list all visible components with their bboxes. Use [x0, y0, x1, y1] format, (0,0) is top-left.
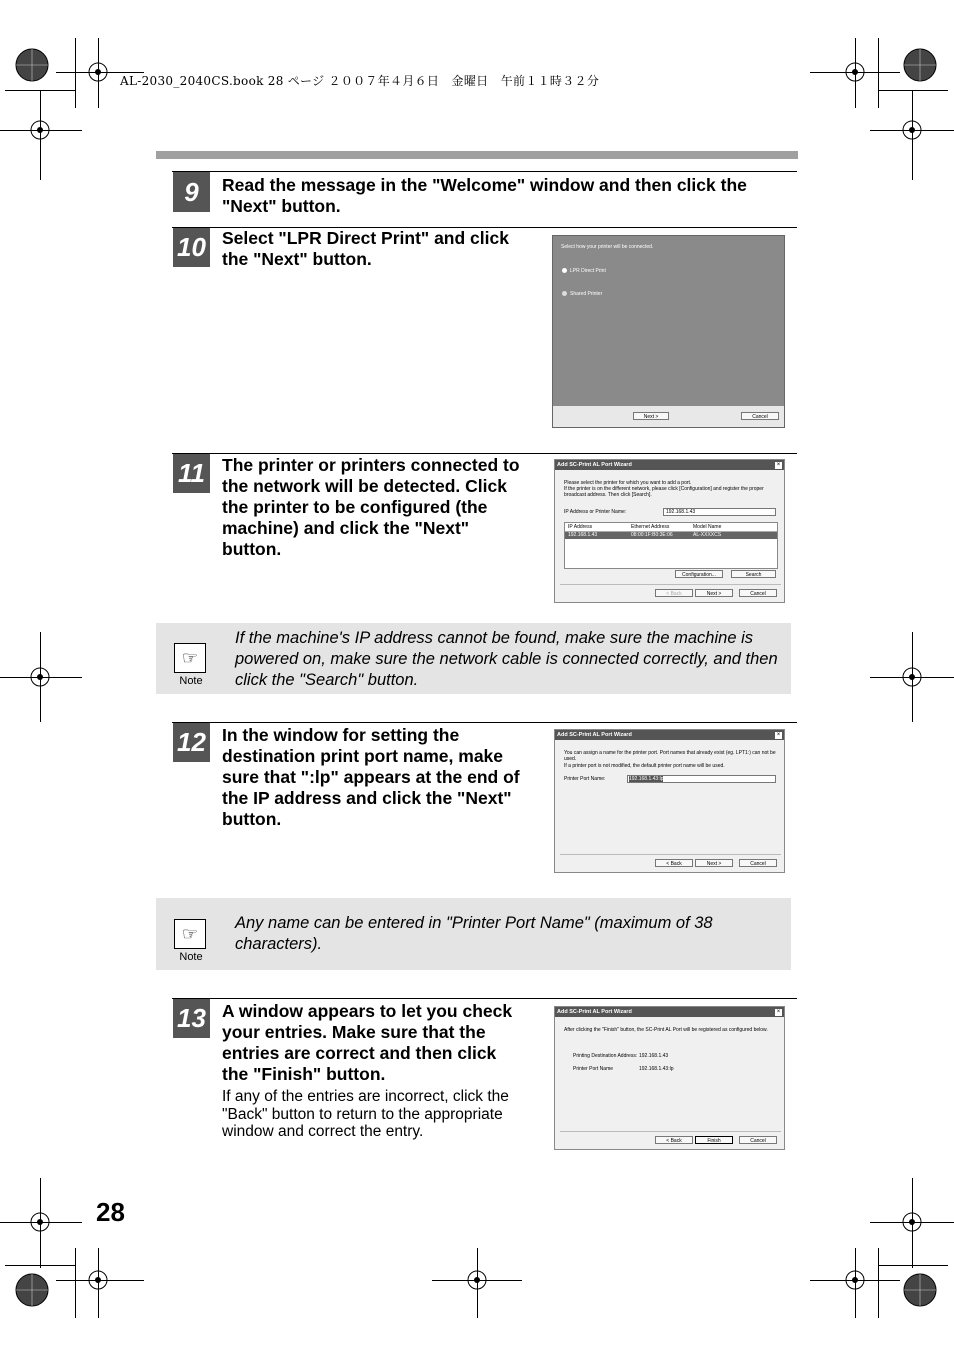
screenshot-connection-type [552, 235, 785, 428]
step-10-number: 10 [173, 228, 210, 267]
dest-address-label: Printing Destination Address: [573, 1053, 638, 1059]
note-ip-not-found [156, 623, 791, 694]
step-13-number: 13 [173, 999, 210, 1038]
radio-lpr-icon[interactable] [562, 268, 567, 273]
window-title: Add SC-Print AL Port Wizard [555, 1007, 784, 1017]
cancel-button[interactable]: Cancel [739, 589, 777, 597]
note-text: Any name can be entered in "Printer Port Name" (maximum of 38 characters). [235, 914, 713, 953]
top-bar [156, 151, 798, 159]
port-name-label: Printer Port Name: [564, 776, 606, 782]
back-button[interactable]: < Back [655, 859, 693, 867]
cancel-button[interactable]: Cancel [739, 859, 777, 867]
desc-line-2: If the printer is on the different network, please click [Configuration] and register the proper broadcast address. Then click [Search]. [564, 486, 764, 498]
step-11-text: The printer or printers connected to the network will be detected. Click the printer to be configured (the machine) and click the "Next" button. [222, 455, 520, 559]
step-13-subtext: If any of the entries are incorrect, click the "Back" button to return to the appropriate window and correct the entry. [222, 1088, 509, 1140]
back-button[interactable]: < Back [655, 589, 693, 597]
next-button[interactable]: Next > [695, 589, 733, 597]
cancel-button[interactable]: Cancel [741, 412, 779, 420]
printer-list[interactable] [564, 522, 778, 569]
finish-button[interactable]: Finish [695, 1136, 733, 1144]
screenshot-printer-detect [554, 459, 785, 603]
configuration-button[interactable]: Configuration... [675, 570, 723, 578]
cancel-button[interactable]: Cancel [739, 1136, 777, 1144]
print-header: AL-2030_2040CS.book 28 ページ ２００７年４月６日 金曜日 午前１１時３２分 [120, 74, 600, 88]
step-10-text: Select "LPR Direct Print" and click the "Next" button. [222, 228, 509, 269]
step-9-number: 9 [173, 172, 210, 212]
pointing-hand-icon: ☞ [174, 643, 206, 673]
note-text: If the machine's IP address cannot be found, make sure the machine is powered on, make sure the network cable is connected correctly, and then click the "Search" button. [235, 629, 778, 689]
next-button[interactable]: Next > [695, 859, 733, 867]
connection-prompt: Select how your printer will be connected. [561, 244, 654, 250]
port-name-input[interactable]: 192.168.1.43:lp [627, 775, 776, 783]
pointing-hand-icon: ☞ [174, 919, 206, 949]
back-button[interactable]: < Back [655, 1136, 693, 1144]
port-name-value: 192.168.1.43:lp [639, 1066, 674, 1072]
note-port-name [156, 898, 791, 970]
step-11-rule [172, 453, 797, 454]
dest-address-value: 192.168.1.43 [639, 1053, 669, 1059]
ip-input[interactable]: 192.168.1.43 [663, 508, 776, 516]
note-label: Note [179, 951, 203, 963]
table-row[interactable]: 192.168.1.43 08:00:1F:B0:3E:06 AL-XXXXCS [565, 532, 777, 539]
col-model: Model Name [693, 524, 722, 530]
note-label: Note [179, 675, 203, 687]
port-name-label: Printer Port Name [573, 1066, 614, 1072]
radio-shared-icon[interactable] [562, 291, 567, 296]
ip-label: IP Address or Printer Name: [564, 509, 627, 515]
desc-line-1: Please select the printer for which you want to add a port. [564, 480, 692, 486]
step-12-text: In the window for setting the destination print port name, make sure that ":lp" appears at the end of the IP address and click the "Next" button. [222, 725, 520, 829]
page-number: 28 [96, 1197, 125, 1227]
window-title: Add SC-Print AL Port Wizard [555, 460, 784, 470]
search-button[interactable]: Search [731, 570, 776, 578]
step-13-rule [172, 998, 797, 999]
window-title: Add SC-Print AL Port Wizard [555, 730, 784, 740]
col-ip: IP Address [568, 524, 593, 530]
step-9-rule [172, 171, 797, 172]
desc-line-1: You can assign a name for the printer port. Port names that already exist (eg. LPT1:) can not be used. [564, 750, 776, 762]
close-icon[interactable]: × [776, 1009, 781, 1015]
step-13-text: A window appears to let you check your entries. Make sure that the entries are correct and then click the "Finish" button. [222, 1001, 513, 1084]
step-12-number: 12 [173, 723, 210, 762]
option-shared-printer[interactable]: Shared Printer [570, 291, 603, 297]
col-ethernet: Ethernet Address [631, 524, 670, 530]
step-12-rule [172, 722, 797, 723]
screenshot-port-name [554, 729, 785, 873]
confirm-desc: After clicking the "Finish" button, the SC-Print AL Port will be registered as configured below. [564, 1027, 768, 1033]
option-lpr-direct-print[interactable]: LPR Direct Print [570, 268, 606, 274]
screenshot-confirm [554, 1006, 785, 1150]
close-icon[interactable]: × [776, 462, 781, 468]
next-button[interactable]: Next > [633, 412, 669, 420]
desc-line-2: If a printer port is not modified, the default printer port name will be used. [564, 763, 725, 769]
step-9-text: Read the message in the "Welcome" window and then click the "Next" button. [222, 175, 747, 216]
close-icon[interactable]: × [776, 732, 781, 738]
step-11-number: 11 [173, 454, 210, 493]
